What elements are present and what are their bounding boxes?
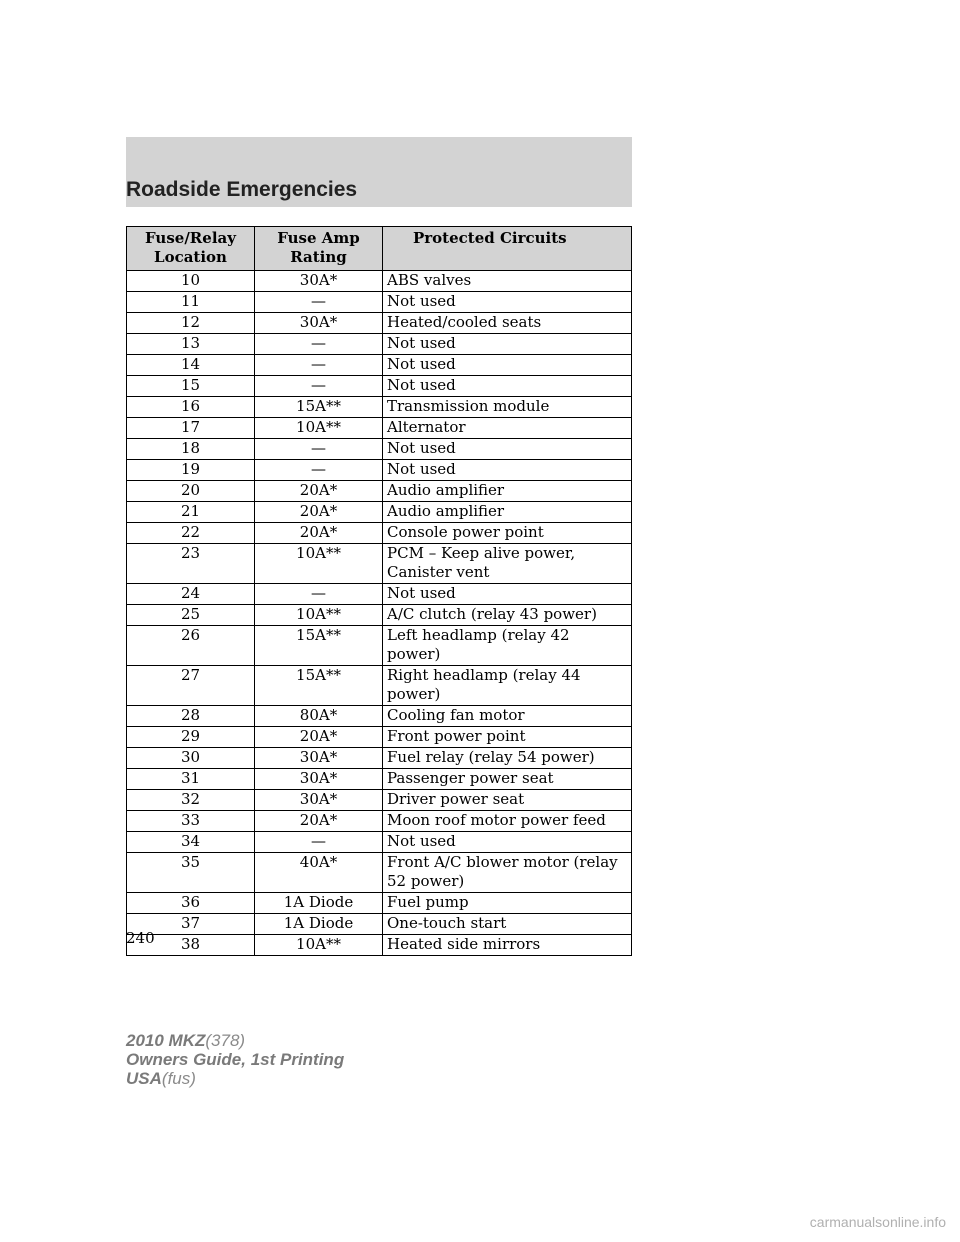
- table-row: [127, 313, 632, 334]
- table-row: [127, 439, 632, 460]
- cell-protected-circuit: A/C clutch (relay 43 power): [383, 605, 632, 626]
- cell-amp-rating: 20A*: [255, 727, 383, 748]
- cell-location: 10: [127, 271, 255, 292]
- cell-amp-rating: 30A*: [255, 313, 383, 334]
- cell-location: 29: [127, 727, 255, 748]
- table-row: [127, 706, 632, 727]
- cell-protected-circuit: Audio amplifier: [383, 481, 632, 502]
- cell-location: 26: [127, 626, 255, 666]
- table-row: [127, 355, 632, 376]
- table-row: [127, 334, 632, 355]
- table-row: [127, 626, 632, 666]
- cell-protected-circuit: Not used: [383, 292, 632, 313]
- table-row: [127, 666, 632, 706]
- cell-location: 20: [127, 481, 255, 502]
- table-row: [127, 460, 632, 481]
- footer-line-model: 2010 MKZ(378): [126, 1031, 246, 1050]
- table-row: [127, 769, 632, 790]
- table-row: [127, 853, 632, 893]
- cell-protected-circuit: Fuel pump: [383, 893, 632, 914]
- cell-location: 14: [127, 355, 255, 376]
- cell-amp-rating: —: [255, 334, 383, 355]
- cell-protected-circuit: Not used: [383, 376, 632, 397]
- table-row: [127, 893, 632, 914]
- cell-protected-circuit: Driver power seat: [383, 790, 632, 811]
- cell-location: 24: [127, 584, 255, 605]
- cell-location: 13: [127, 334, 255, 355]
- cell-location: 19: [127, 460, 255, 481]
- table-row: [127, 502, 632, 523]
- cell-location: 16: [127, 397, 255, 418]
- cell-protected-circuit: Not used: [383, 355, 632, 376]
- cell-amp-rating: 20A*: [255, 481, 383, 502]
- cell-protected-circuit: Right headlamp (relay 44 power): [383, 666, 632, 706]
- cell-amp-rating: —: [255, 355, 383, 376]
- cell-protected-circuit: Cooling fan motor: [383, 706, 632, 727]
- cell-location: 38: [127, 935, 255, 956]
- cell-amp-rating: 15A**: [255, 397, 383, 418]
- cell-location: 25: [127, 605, 255, 626]
- cell-location: 31: [127, 769, 255, 790]
- cell-protected-circuit: Not used: [383, 832, 632, 853]
- cell-amp-rating: 1A Diode: [255, 914, 383, 935]
- table-row: [127, 397, 632, 418]
- table-row: [127, 481, 632, 502]
- cell-location: 37: [127, 914, 255, 935]
- cell-protected-circuit: Moon roof motor power feed: [383, 811, 632, 832]
- cell-protected-circuit: Not used: [383, 439, 632, 460]
- footer-line-printing: Owners Guide, 1st Printing: [126, 1050, 345, 1069]
- cell-location: 18: [127, 439, 255, 460]
- fuse-table-body: [127, 271, 632, 956]
- cell-location: 12: [127, 313, 255, 334]
- table-row: [127, 605, 632, 626]
- header-protected-circuits: Protected Circuits: [383, 227, 632, 271]
- cell-location: 22: [127, 523, 255, 544]
- table-row: [127, 748, 632, 769]
- cell-location: 28: [127, 706, 255, 727]
- table-row: [127, 832, 632, 853]
- cell-protected-circuit: ABS valves: [383, 271, 632, 292]
- header-amp-rating: Fuse Amp Rating: [255, 227, 383, 271]
- cell-protected-circuit: Fuel relay (relay 54 power): [383, 748, 632, 769]
- cell-amp-rating: 30A*: [255, 769, 383, 790]
- cell-location: 23: [127, 544, 255, 584]
- cell-amp-rating: 15A**: [255, 626, 383, 666]
- cell-amp-rating: 40A*: [255, 853, 383, 893]
- cell-location: 15: [127, 376, 255, 397]
- cell-protected-circuit: Front power point: [383, 727, 632, 748]
- cell-location: 36: [127, 893, 255, 914]
- print-footer: [126, 1031, 344, 1088]
- cell-protected-circuit: Console power point: [383, 523, 632, 544]
- cell-amp-rating: 10A**: [255, 544, 383, 584]
- cell-location: 33: [127, 811, 255, 832]
- cell-protected-circuit: PCM – Keep alive power, Canister vent: [383, 544, 632, 584]
- cell-amp-rating: 20A*: [255, 502, 383, 523]
- cell-amp-rating: 10A**: [255, 935, 383, 956]
- cell-amp-rating: —: [255, 584, 383, 605]
- cell-protected-circuit: Transmission module: [383, 397, 632, 418]
- cell-protected-circuit: Audio amplifier: [383, 502, 632, 523]
- cell-amp-rating: —: [255, 460, 383, 481]
- cell-location: 11: [127, 292, 255, 313]
- cell-protected-circuit: Not used: [383, 460, 632, 481]
- cell-amp-rating: 80A*: [255, 706, 383, 727]
- cell-amp-rating: 20A*: [255, 523, 383, 544]
- cell-location: 30: [127, 748, 255, 769]
- cell-protected-circuit: Left headlamp (relay 42 power): [383, 626, 632, 666]
- cell-protected-circuit: Passenger power seat: [383, 769, 632, 790]
- table-row: [127, 544, 632, 584]
- section-title: Roadside Emergencies: [126, 178, 358, 201]
- table-row: [127, 935, 632, 956]
- table-row: [127, 292, 632, 313]
- table-row: [127, 914, 632, 935]
- fuse-table: [126, 226, 632, 956]
- header-location: Fuse/Relay Location: [127, 227, 255, 271]
- cell-amp-rating: —: [255, 376, 383, 397]
- cell-amp-rating: 1A Diode: [255, 893, 383, 914]
- table-row: [127, 418, 632, 439]
- page-number: 240: [126, 929, 155, 947]
- cell-protected-circuit: Heated/cooled seats: [383, 313, 632, 334]
- cell-amp-rating: 30A*: [255, 748, 383, 769]
- cell-location: 35: [127, 853, 255, 893]
- footer-line-market: USA(fus): [126, 1069, 196, 1088]
- table-row: [127, 523, 632, 544]
- cell-amp-rating: 10A**: [255, 605, 383, 626]
- table-row: [127, 790, 632, 811]
- table-row: [127, 271, 632, 292]
- cell-location: 32: [127, 790, 255, 811]
- cell-amp-rating: 30A*: [255, 790, 383, 811]
- cell-amp-rating: 15A**: [255, 666, 383, 706]
- cell-amp-rating: —: [255, 832, 383, 853]
- cell-protected-circuit: Heated side mirrors: [383, 935, 632, 956]
- watermark: carmanualsonline.info: [809, 1214, 946, 1230]
- cell-location: 21: [127, 502, 255, 523]
- table-row: [127, 376, 632, 397]
- cell-protected-circuit: Alternator: [383, 418, 632, 439]
- cell-amp-rating: —: [255, 292, 383, 313]
- table-header-row: [127, 227, 632, 271]
- cell-location: 27: [127, 666, 255, 706]
- cell-protected-circuit: One-touch start: [383, 914, 632, 935]
- cell-protected-circuit: Not used: [383, 334, 632, 355]
- table-row: [127, 811, 632, 832]
- table-row: [127, 727, 632, 748]
- cell-location: 17: [127, 418, 255, 439]
- cell-location: 34: [127, 832, 255, 853]
- cell-amp-rating: —: [255, 439, 383, 460]
- cell-protected-circuit: Front A/C blower motor (relay 52 power): [383, 853, 632, 893]
- table-row: [127, 584, 632, 605]
- cell-amp-rating: 10A**: [255, 418, 383, 439]
- cell-amp-rating: 20A*: [255, 811, 383, 832]
- cell-amp-rating: 30A*: [255, 271, 383, 292]
- cell-protected-circuit: Not used: [383, 584, 632, 605]
